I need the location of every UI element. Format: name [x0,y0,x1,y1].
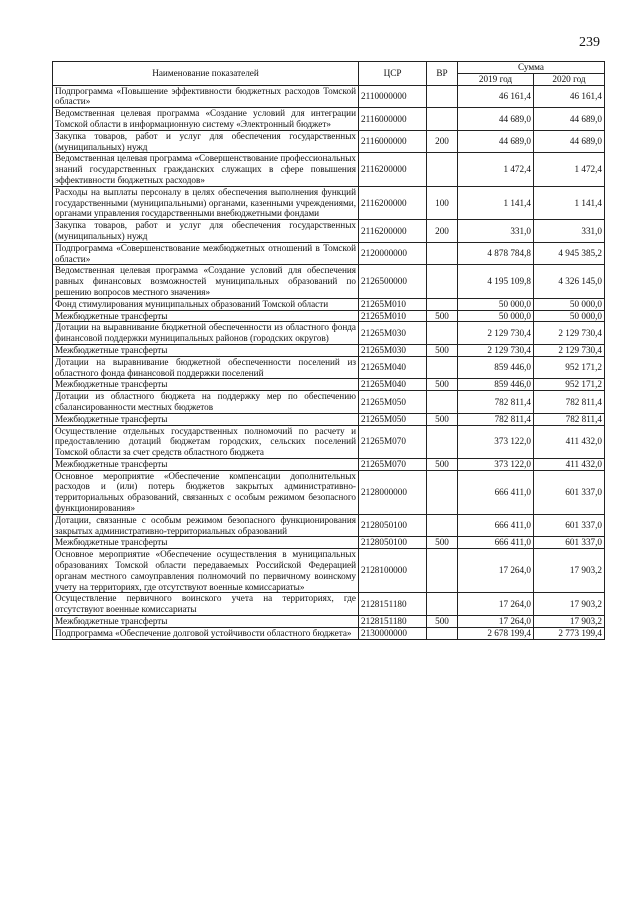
row-vr: 500 [427,537,458,549]
row-name: Дотации на выравнивание бюджетной обеспеченности поселений из областного фонда финансовой поддержки поселений [53,356,359,379]
row-code: 21265М040 [359,356,427,379]
row-sum-2020: 601 337,0 [534,514,605,537]
row-name: Ведомственная целевая программа «Создание условий для интеграции Томской области в информационную систему «Электронный бюджет» [53,108,359,131]
table-row [53,425,605,458]
row-vr [427,470,458,514]
row-sum-2019: 373 122,0 [458,458,534,470]
row-sum-2020: 17 903,2 [534,593,605,616]
row-code: 21265М040 [359,379,427,391]
row-name: Межбюджетные трансферты [53,379,359,391]
row-sum-2020: 44 689,0 [534,130,605,153]
row-sum-2019: 782 811,4 [458,413,534,425]
row-vr: 500 [427,616,458,628]
row-sum-2020: 331,0 [534,220,605,243]
row-vr [427,85,458,108]
table-row [53,356,605,379]
row-sum-2019: 666 411,0 [458,514,534,537]
table-row [53,265,605,298]
row-sum-2020: 44 689,0 [534,108,605,131]
row-vr: 500 [427,458,458,470]
row-sum-2020: 4 326 145,0 [534,265,605,298]
row-vr [427,298,458,310]
table-row [53,593,605,616]
row-code: 2128000000 [359,470,427,514]
table-row [53,537,605,549]
header-year-2020: 2020 год [534,73,605,85]
row-sum-2020: 17 903,2 [534,616,605,628]
row-sum-2020: 50 000,0 [534,298,605,310]
row-name: Межбюджетные трансферты [53,413,359,425]
table-row [53,391,605,414]
row-name: Дотации из областного бюджета на поддержку мер по обеспечению сбалансированности местных бюджетов [53,391,359,414]
table-row [53,153,605,186]
row-name: Дотации, связанные с особым режимом безопасного функционирования закрытых административно-территориальных образований [53,514,359,537]
row-code: 21265М070 [359,425,427,458]
row-name: Дотации на выравнивание бюджетной обеспеченности из областного фонда финансовой поддержки муниципальных районов (городских округов) [53,322,359,345]
row-code: 2116200000 [359,186,427,219]
row-sum-2020: 601 337,0 [534,537,605,549]
row-vr: 500 [427,413,458,425]
row-name: Осуществление отдельных государственных полномочий по расчету и предоставлению дотаций бюджетам городских, сельских поселений Томской области за счет средств областного бюджета [53,425,359,458]
row-name: Межбюджетные трансферты [53,458,359,470]
row-sum-2020: 1 472,4 [534,153,605,186]
row-vr: 200 [427,130,458,153]
row-vr [427,108,458,131]
row-code: 2116000000 [359,130,427,153]
table-row [53,627,605,639]
header-year-2019: 2019 год [458,73,534,85]
row-vr: 100 [427,186,458,219]
page-number: 239 [579,35,600,50]
table-row [53,220,605,243]
row-sum-2020: 2 129 730,4 [534,322,605,345]
row-code: 2128050100 [359,537,427,549]
row-code: 21265М010 [359,310,427,322]
row-vr [427,593,458,616]
row-code: 21265М050 [359,413,427,425]
table-row [53,458,605,470]
row-sum-2020: 782 811,4 [534,391,605,414]
header-sum: Сумма [458,62,605,74]
row-code: 2116200000 [359,153,427,186]
row-vr: 500 [427,310,458,322]
row-name: Закупка товаров, работ и услуг для обеспечения государственных (муниципальных) нужд [53,220,359,243]
row-sum-2020: 2 773 199,4 [534,627,605,639]
row-name: Подпрограмма «Обеспечение долговой устойчивости областного бюджета» [53,627,359,639]
row-vr [427,265,458,298]
row-sum-2019: 50 000,0 [458,310,534,322]
row-sum-2020: 411 432,0 [534,458,605,470]
row-sum-2019: 859 446,0 [458,379,534,391]
table-row [53,310,605,322]
row-code: 21265М070 [359,458,427,470]
row-vr: 500 [427,379,458,391]
table-row [53,344,605,356]
row-name: Межбюджетные трансферты [53,616,359,628]
row-vr: 200 [427,220,458,243]
row-sum-2019: 331,0 [458,220,534,243]
table-row [53,108,605,131]
row-sum-2019: 373 122,0 [458,425,534,458]
row-name: Подпрограмма «Повышение эффективности бюджетных расходов Томской области» [53,85,359,108]
row-code: 2116200000 [359,220,427,243]
row-vr [427,242,458,265]
row-name: Расходы на выплаты персоналу в целях обеспечения выполнения функций государственными (муниципальными) органами, казенными учреждениями, органами управления государственными внебюджетными фондами [53,186,359,219]
row-code: 2126500000 [359,265,427,298]
table-body [53,85,605,639]
row-name: Подпрограмма «Совершенствование межбюджетных отношений в Томской области» [53,242,359,265]
row-sum-2020: 952 171,2 [534,379,605,391]
row-sum-2019: 2 129 730,4 [458,322,534,345]
row-name: Основное мероприятие «Обеспечение осуществления в муниципальных образованиях Томской области передаваемых Российской Федерацией органам местного самоуправления полномочий по первичному воинскому учету на территориях, где отсутствуют военные комиссариаты» [53,549,359,593]
row-name: Межбюджетные трансферты [53,344,359,356]
row-sum-2019: 782 811,4 [458,391,534,414]
row-name: Межбюджетные трансферты [53,310,359,322]
row-sum-2019: 44 689,0 [458,108,534,131]
row-sum-2019: 1 141,4 [458,186,534,219]
row-sum-2020: 952 171,2 [534,356,605,379]
header-code: ЦСР [359,62,427,86]
row-sum-2019: 50 000,0 [458,298,534,310]
table-header [53,62,605,86]
table-row [53,298,605,310]
row-code: 21265М010 [359,298,427,310]
row-name: Фонд стимулирования муниципальных образований Томской области [53,298,359,310]
budget-table [52,61,605,640]
row-sum-2019: 1 472,4 [458,153,534,186]
row-sum-2020: 782 811,4 [534,413,605,425]
row-sum-2019: 4 878 784,8 [458,242,534,265]
row-code: 2128151180 [359,593,427,616]
row-code: 2110000000 [359,85,427,108]
row-sum-2019: 4 195 109,8 [458,265,534,298]
table-row [53,186,605,219]
row-vr [427,549,458,593]
row-sum-2020: 4 945 385,2 [534,242,605,265]
row-code: 21265М050 [359,391,427,414]
table-row [53,379,605,391]
row-sum-2020: 601 337,0 [534,470,605,514]
row-code: 21265М030 [359,344,427,356]
row-sum-2019: 666 411,0 [458,470,534,514]
row-name: Ведомственная целевая программа «Совершенствование профессиональных знаний государственных гражданских служащих в сфере повышения эффективности бюджетных расходов» [53,153,359,186]
row-vr: 500 [427,344,458,356]
row-sum-2019: 859 446,0 [458,356,534,379]
row-code: 2128050100 [359,514,427,537]
table-row [53,549,605,593]
row-sum-2020: 2 129 730,4 [534,344,605,356]
row-code: 2116000000 [359,108,427,131]
row-vr [427,514,458,537]
row-code: 2128151180 [359,616,427,628]
row-code: 2130000000 [359,627,427,639]
row-sum-2019: 2 129 730,4 [458,344,534,356]
row-sum-2020: 411 432,0 [534,425,605,458]
row-sum-2019: 2 678 199,4 [458,627,534,639]
table-row [53,322,605,345]
row-sum-2020: 46 161,4 [534,85,605,108]
row-code: 2120000000 [359,242,427,265]
row-vr [427,153,458,186]
table-row [53,470,605,514]
row-sum-2019: 44 689,0 [458,130,534,153]
row-vr [427,322,458,345]
row-name: Закупка товаров, работ и услуг для обеспечения государственных (муниципальных) нужд [53,130,359,153]
row-sum-2019: 17 264,0 [458,593,534,616]
row-vr [427,627,458,639]
table-row [53,514,605,537]
header-name: Наименование показателей [53,62,359,86]
table-row [53,242,605,265]
row-code: 21265М030 [359,322,427,345]
row-code: 2128100000 [359,549,427,593]
row-sum-2019: 666 411,0 [458,537,534,549]
row-sum-2019: 46 161,4 [458,85,534,108]
row-sum-2020: 50 000,0 [534,310,605,322]
row-sum-2019: 17 264,0 [458,616,534,628]
table-row [53,85,605,108]
header-vr: ВР [427,62,458,86]
row-vr [427,391,458,414]
row-name: Ведомственная целевая программа «Создание условий для обеспечения равных финансовых возможностей муниципальных образований по решению вопросов местного значения» [53,265,359,298]
row-name: Осуществление первичного воинского учета на территориях, где отсутствуют военные комиссариаты [53,593,359,616]
table-row [53,130,605,153]
row-sum-2020: 1 141,4 [534,186,605,219]
row-name: Основное мероприятие «Обеспечение компенсации дополнительных расходов и (или) потерь бюджетов закрытых административно-территориальных образований, связанных с особым режимом безопасного функционирования» [53,470,359,514]
table-row [53,413,605,425]
row-sum-2019: 17 264,0 [458,549,534,593]
table-row [53,616,605,628]
row-vr [427,425,458,458]
row-name: Межбюджетные трансферты [53,537,359,549]
row-vr [427,356,458,379]
row-sum-2020: 17 903,2 [534,549,605,593]
